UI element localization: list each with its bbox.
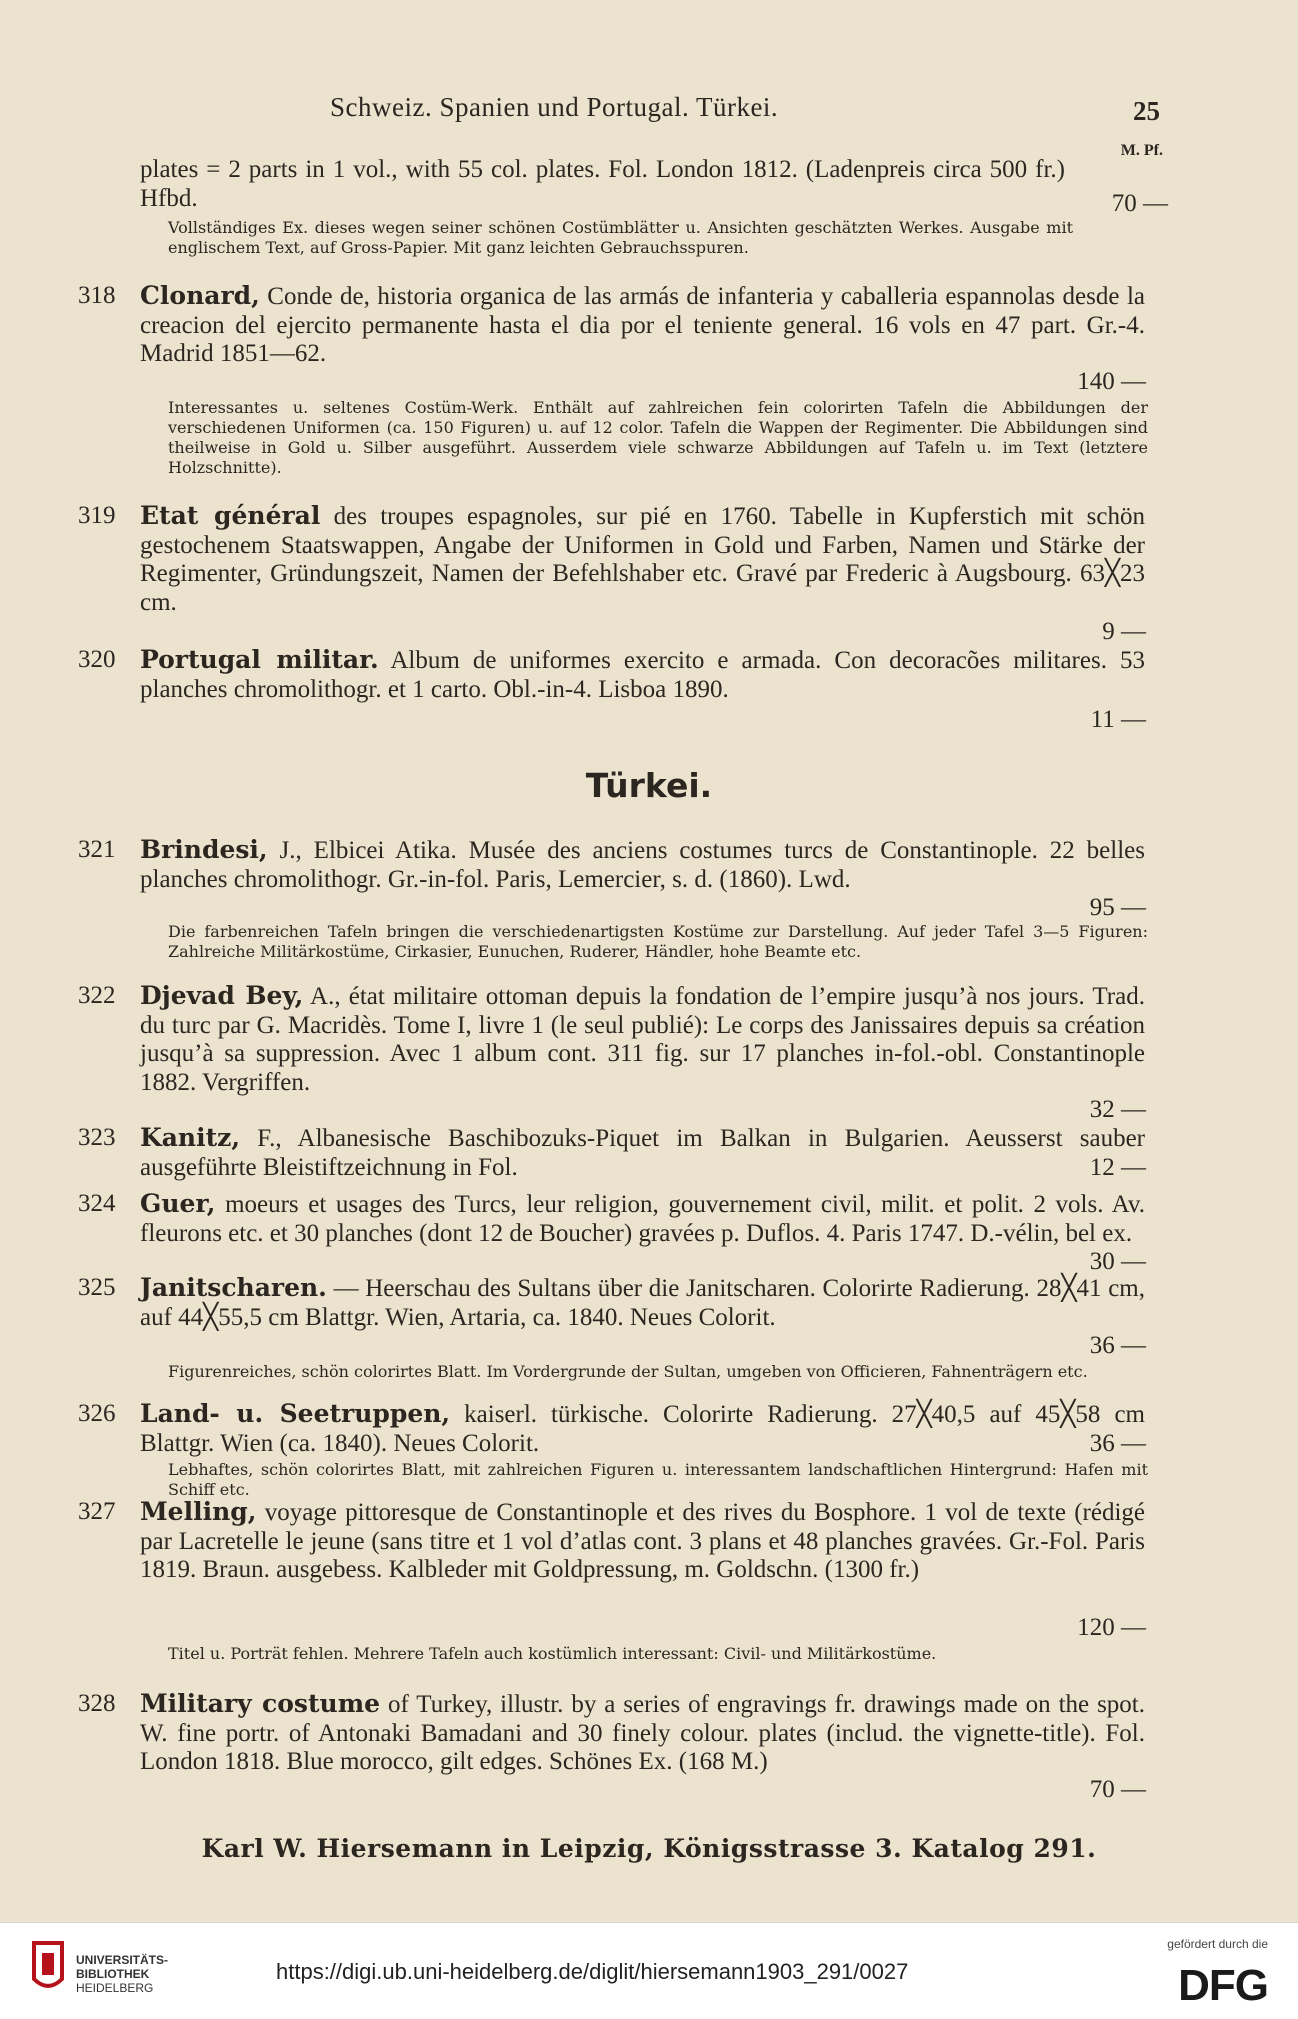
- entry-description: A., état militaire ottoman depuis la fondation de l’empire jusqu’à nos jours. Trad. du turc par G. Macridès. Tome I, livre 1 (le seul publié): Le corps des Janissaires depuis sa création jusqu’à sa suppression. Avec 1 album cont. 311 fig. sur 17 planches in-fol.-obl. Constantinople 1882. Vergriffen.: [140, 983, 1145, 1096]
- entry-author: Djevad Bey,: [140, 981, 304, 1010]
- entry-price: 140 —: [1077, 368, 1146, 395]
- entry-description: voyage pittoresque de Constantinople et des rives du Bosphore. 1 vol de texte (rédigé par Lacretelle le jeune (sans titre et 1 vol d’atlas cont. 3 plans et 48 planches gravées. Gr.-Fol. Paris 1819. Braun. ausgebess. Kalbleder mit Goldpressung, m. Goldschn. (1300 fr.): [140, 1499, 1145, 1583]
- entry-description: kaiserl. türkische. Colorirte Radierung. 27╳40,5 auf 45╳58 cm Blattgr. Wien (ca. 1840). Neues Colorit.: [140, 1401, 1145, 1457]
- entry-price: 95 —: [1089, 894, 1146, 921]
- entry-description: des troupes espagnoles, sur pié en 1760. Tabelle in Kupferstich mit schön gestochenem Staatswappen, Angabe der Uniformen in Gold und Farben, Namen und Stärke der Regimenter, Gründungszeit, Namen der Befehlshaber etc. Gravé par Frederic à Augsbourg. 63╳23 cm.: [140, 503, 1146, 616]
- entry-author: Melling,: [140, 1497, 257, 1526]
- funding-caption: gefördert durch die: [1167, 1937, 1268, 1951]
- entry-description: Album de uniformes exercito e armada. Con decoracões militares. 53 planches chromolithogr. et 1 carto. Obl.-in-4. Lisboa 1890.: [140, 647, 1145, 703]
- entry-price: 70 —: [1089, 1776, 1146, 1803]
- lot-number: 325: [78, 1274, 116, 1301]
- entry-description: of Turkey, illustr. by a series of engravings fr. drawings made on the spot. W. fine portr. of Antonaki Bamadani and 30 finely colour. plates (includ. the vignette-title). Fol. London 1818. Blue morocco, gilt edges. Schönes Ex. (168 M.): [140, 1691, 1145, 1775]
- entry-note: Die farbenreichen Tafeln bringen die verschiedenartigsten Kostüme zur Darstellung. Auf jeder Tafel 3—5 Figuren: Zahlreiche Militärkostüme, Cirkasier, Eunuchen, Ruderer, Händler, hohe Beamte etc.: [168, 922, 1148, 961]
- library-name-line: UNIVERSITÄTS-: [76, 1953, 169, 1967]
- page-number: 25: [1133, 96, 1160, 126]
- entry-text: [140, 502, 1145, 617]
- entry-text: [140, 1690, 1145, 1777]
- entry-price: 32 —: [1089, 1096, 1146, 1123]
- entry-note: Titel u. Porträt fehlen. Mehrere Tafeln auch kostümlich interessant: Civil- und Militärkostüme.: [168, 1644, 937, 1663]
- lot-number: 324: [78, 1190, 116, 1217]
- entry-description: moeurs et usages des Turcs, leur religion, gouvernement civil, milit. et polit. 2 vols. Av. fleurons etc. et 30 planches (dont 12 de Boucher) gravées p. Duflos. 4. Paris 1747. D.-vélin, bel ex.: [140, 1191, 1145, 1247]
- running-head: Schweiz. Spanien und Portugal. Türkei.: [330, 92, 779, 122]
- lot-number: 323: [78, 1124, 116, 1151]
- lot-number: 319: [78, 502, 116, 529]
- entry-text: [140, 836, 1145, 894]
- entry-text: [140, 1124, 1145, 1182]
- entry-note: Lebhaftes, schön colorirtes Blatt, mit zahlreichen Figuren u. interessantem landschaftlichen Hintergrund: Hafen mit Schiff etc.: [168, 1460, 1148, 1499]
- continuation-text: plates = 2 parts in 1 vol., with 55 col. plates. Fol. London 1812. (Ladenpreis circa 500 fr.) Hfbd.: [140, 156, 1065, 212]
- entry-description: J., Elbicei Atika. Musée des anciens costumes turcs de Constantinople. 22 belles planches chromolithogr. Gr.-in-fol. Paris, Lemercier, s. d. (1860). Lwd.: [140, 837, 1145, 893]
- library-name: [76, 1953, 168, 1995]
- entry-price: 11 —: [1090, 706, 1146, 733]
- continuation-note: Vollständiges Ex. dieses wegen seiner schönen Costümblätter u. Ansichten geschätzten Werkes. Ausgabe mit englischem Text, auf Gross-Papier. Mit ganz leichten Gebrauchsspuren.: [168, 218, 1073, 257]
- library-name-line: BIBLIOTHEK: [76, 1967, 150, 1981]
- entry-description: — Heerschau des Sultans über die Janitscharen. Colorirte Radierung. 28╳41 cm, auf 44╳55,5 cm Blattgr. Wien, Artaria, ca. 1840. Neues Colorit.: [140, 1275, 1145, 1331]
- lot-number: 318: [78, 282, 116, 309]
- continuation-price: 70 —: [1111, 190, 1168, 217]
- lot-number: 326: [78, 1400, 116, 1427]
- permalink-url[interactable]: https://digi.ub.uni-heidelberg.de/diglit/hiersemann1903_291/0027: [276, 1959, 909, 1984]
- section-title: Türkei.: [585, 766, 713, 805]
- library-name-line: HEIDELBERG: [76, 1981, 154, 1995]
- entry-author: Kanitz,: [140, 1123, 241, 1152]
- entry-author: Military costume: [140, 1689, 381, 1718]
- university-library-logo-icon[interactable]: [28, 1939, 68, 1997]
- entry-author: Guer,: [140, 1189, 216, 1218]
- lot-number: 321: [78, 836, 116, 863]
- entry-author: Land- u. Seetruppen,: [140, 1399, 451, 1428]
- lot-number: 327: [78, 1498, 116, 1525]
- digitization-banner: [0, 1922, 1298, 2019]
- entry-text: [140, 1274, 1145, 1332]
- entry-text: [140, 282, 1145, 369]
- dfg-logo[interactable]: DFG: [1178, 1961, 1268, 2010]
- entry-author: Clonard,: [140, 281, 260, 310]
- entry-price: 9 —: [1102, 618, 1146, 645]
- entry-note: Interessantes u. seltenes Costüm-Werk. Enthält auf zahlreichen fein colorirten Tafeln die Abbildungen der verschiedenen Uniformen (ca. 150 Figuren) u. auf 12 color. Tafeln die Wappen der Regimenter. Die Abbildungen sind theilweise in Gold u. Silber ausgeführt. Ausserdem viele schwarze Abbildungen auf Tafeln u. im Text (letztere Holzschnitte).: [168, 398, 1148, 477]
- entry-text: [140, 646, 1145, 704]
- entry-price: 120 —: [1077, 1614, 1146, 1641]
- entry-author: Portugal militar.: [140, 645, 379, 674]
- entry-price: 30 —: [1089, 1248, 1146, 1275]
- lot-number: 320: [78, 646, 116, 673]
- lot-number: 322: [78, 982, 116, 1009]
- entry-price: 36 —: [1089, 1430, 1146, 1457]
- entry-author: Janitscharen.: [140, 1273, 327, 1302]
- entry-author: Brindesi,: [140, 835, 268, 864]
- entry-author: Etat général: [140, 501, 321, 530]
- publisher-footer: Karl W. Hiersemann in Leipzig, Königsstrasse 3. Katalog 291.: [201, 1834, 1097, 1863]
- entry-price: 36 —: [1089, 1332, 1146, 1359]
- entry-text: [140, 1400, 1145, 1458]
- entry-text: [140, 1498, 1145, 1585]
- entry-note: Figurenreiches, schön colorirtes Blatt. Im Vordergrunde der Sultan, umgeben von Officieren, Fahnenträgern etc.: [168, 1362, 1088, 1381]
- entry-price: 12 —: [1089, 1154, 1146, 1181]
- lot-number: 328: [78, 1690, 116, 1717]
- entry-description: F., Albanesische Baschibozuks-Piquet im Balkan in Bulgarien. Aeusserst sauber ausgeführte Bleistiftzeichnung in Fol.: [140, 1125, 1145, 1181]
- entry-text: [140, 1190, 1145, 1248]
- price-unit-label: M. Pf.: [1120, 142, 1163, 159]
- entry-text: [140, 982, 1145, 1097]
- entry-description: Conde de, historia organica de las armás de infanteria y caballeria espannolas desde la creacion del ejercito permanente hasta el dia por el teniente general. 16 vols en 47 part. Gr.-4. Madrid 1851—62.: [140, 283, 1145, 367]
